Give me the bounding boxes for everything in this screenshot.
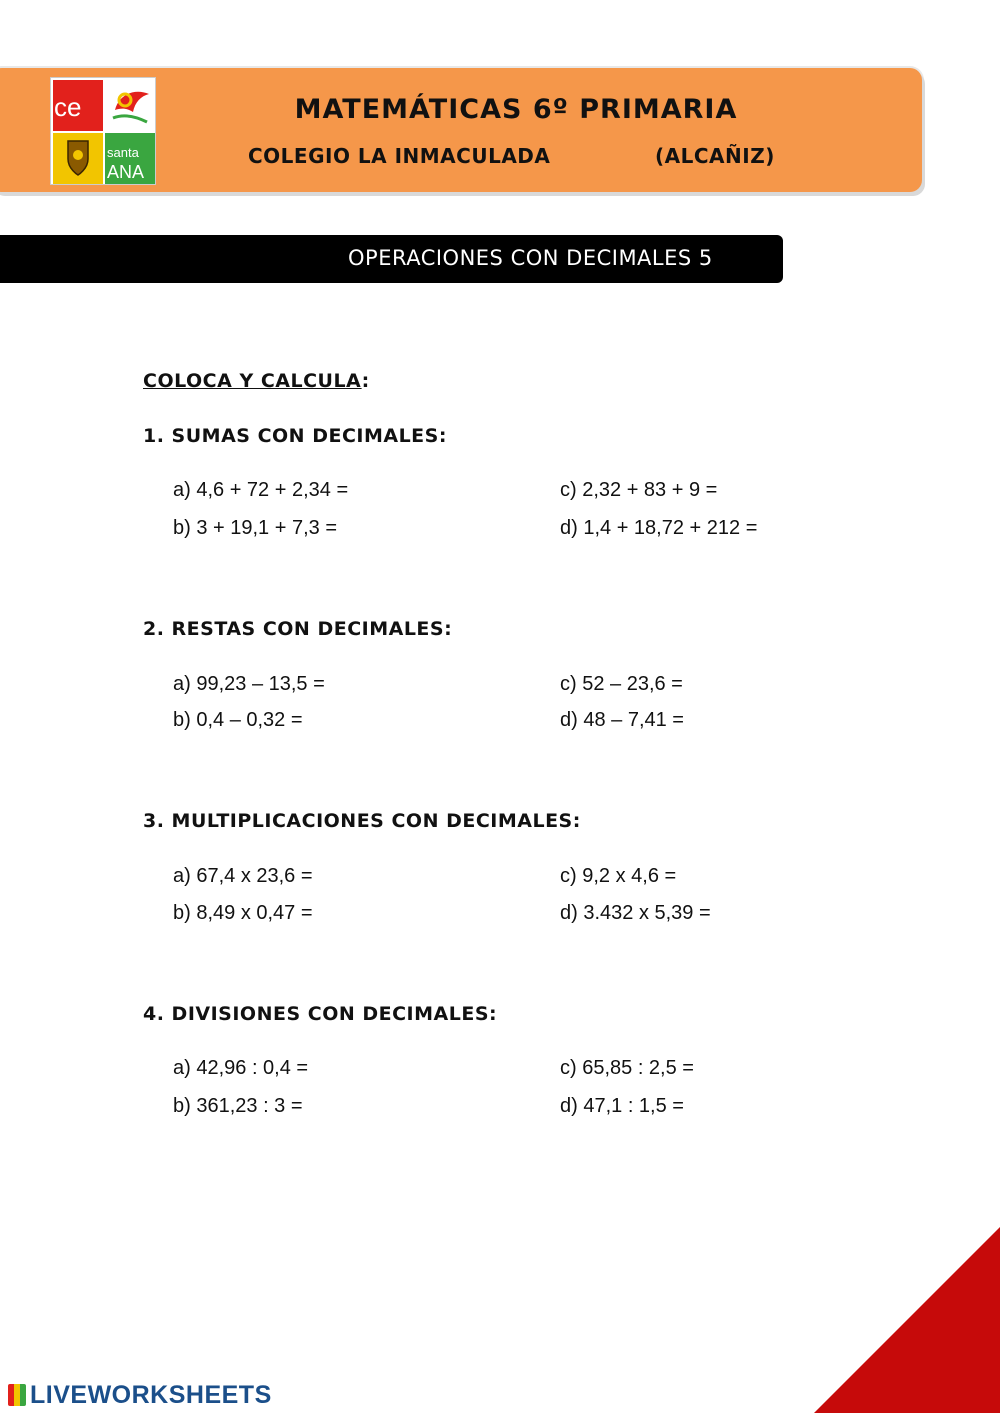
instruction (143, 370, 370, 392)
section-title-multiplicaciones: 3. MULTIPLICACIONES CON DECIMALES: (143, 810, 581, 832)
section-title-restas: 2. RESTAS CON DECIMALES: (143, 618, 453, 640)
exercise-2b: b) 0,4 – 0,32 = (173, 709, 303, 731)
instruction-text: COLOCA Y CALCULA (143, 370, 362, 392)
exercise-4b: b) 361,23 : 3 = (173, 1095, 303, 1117)
school-logo (50, 77, 156, 185)
exercise-3c: c) 9,2 x 4,6 = (560, 865, 677, 887)
topic-banner-text: OPERACIONES CON DECIMALES 5 (348, 246, 713, 270)
liveworksheets-brand[interactable] (8, 1381, 272, 1410)
exercise-1d: d) 1,4 + 18,72 + 212 = (560, 517, 758, 539)
exercise-4d: d) 47,1 : 1,5 = (560, 1095, 684, 1117)
liveworksheets-brand-text: LIVEWORKSHEETS (30, 1381, 272, 1409)
exercise-3b: b) 8,49 x 0,47 = (173, 902, 313, 924)
exercise-2a: a) 99,23 – 13,5 = (173, 673, 325, 695)
corner-decoration (814, 1227, 1000, 1413)
dove-icon (105, 80, 155, 131)
section-title-sumas: 1. SUMAS CON DECIMALES: (143, 425, 447, 447)
exercise-3a: a) 67,4 x 23,6 = (173, 865, 313, 887)
instruction-colon: : (361, 370, 370, 392)
logo-santa-text: santa (107, 145, 139, 160)
exercise-1a: a) 4,6 + 72 + 2,34 = (173, 479, 349, 501)
exercise-1c: c) 2,32 + 83 + 9 = (560, 479, 718, 501)
logo-emblem-quadrant (105, 80, 155, 131)
logo-ana-text: ANA (107, 162, 145, 182)
exercise-2c: c) 52 – 23,6 = (560, 673, 683, 695)
page-title: MATEMÁTICAS 6º PRIMARIA (294, 94, 738, 125)
logo-yellow-quadrant (53, 133, 103, 184)
exercise-3d: d) 3.432 x 5,39 = (560, 902, 711, 924)
crest-icon (53, 133, 103, 184)
school-name: COLEGIO LA INMACULADA (248, 144, 551, 168)
exercise-4a: a) 42,96 : 0,4 = (173, 1057, 309, 1079)
section-title-divisiones: 4. DIVISIONES CON DECIMALES: (143, 1003, 498, 1025)
school-town: (ALCAÑIZ) (655, 144, 775, 168)
exercise-2d: d) 48 – 7,41 = (560, 709, 684, 731)
exercise-4c: c) 65,85 : 2,5 = (560, 1057, 694, 1079)
logo-ce-text: ce (54, 92, 82, 122)
exercise-1b: b) 3 + 19,1 + 7,3 = (173, 517, 338, 539)
liveworksheets-logo-icon (8, 1384, 26, 1406)
